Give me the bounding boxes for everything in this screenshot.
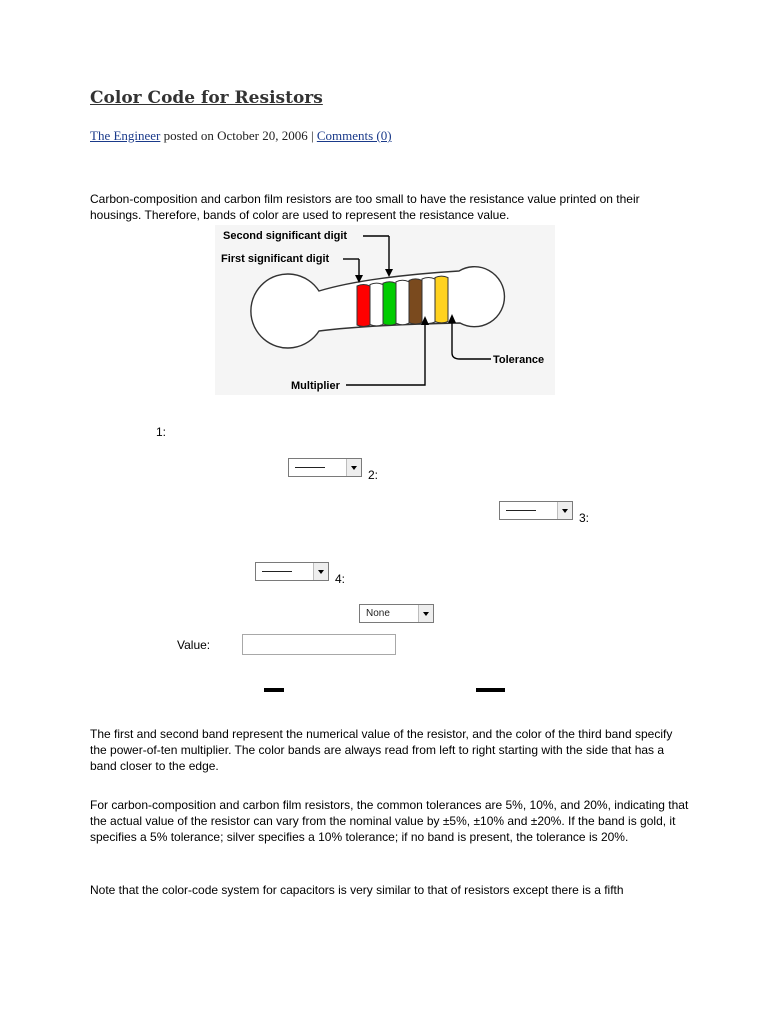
color-band: [435, 276, 448, 323]
intro-paragraph: Carbon-composition and carbon film resistors are too small to have the resistance value printed on their housings. Therefore, bands of color are used to represent the resistance value.: [90, 192, 640, 222]
band-3-select[interactable]: [255, 562, 329, 581]
byline: [90, 128, 392, 144]
label-second-digit: Second significant digit: [223, 230, 348, 242]
color-band: [357, 285, 370, 327]
color-band: [422, 278, 435, 324]
chevron-down-icon[interactable]: [418, 605, 433, 622]
label-first-digit: First significant digit: [221, 253, 330, 265]
resistor-diagram: [215, 225, 555, 395]
separator-mark: [264, 688, 284, 692]
posted-date: posted on October 20, 2006 |: [160, 128, 317, 143]
label-multiplier: Multiplier: [291, 380, 340, 392]
chevron-down-icon[interactable]: [313, 563, 328, 580]
empty-option-dash: [262, 571, 292, 572]
color-band: [409, 279, 422, 324]
label-tolerance: Tolerance: [493, 354, 545, 366]
comments-link[interactable]: Comments (0): [316, 128, 392, 143]
separator-mark: [476, 688, 505, 692]
band-4-selected-value: None: [366, 608, 390, 619]
color-band: [396, 280, 409, 324]
value-input[interactable]: [242, 634, 396, 655]
band-3-label: 3:: [579, 511, 590, 525]
value-label: Value:: [177, 638, 211, 652]
band-2-select[interactable]: [499, 501, 573, 520]
tolerance-paragraph: For carbon-composition and carbon film resistors, the common tolerances are 5%, 10%, and 20%, indicating that the actual value of the resistor can vary from the nominal value by ±5%, ±10% and ±20%. If the band is gold, it specifies a 5% tolerance; silver specifies a 10% tolerance; if no band is present, the tolerance is 20%.: [90, 798, 689, 844]
band-1-select[interactable]: [288, 458, 362, 477]
band-4-select[interactable]: [359, 604, 434, 623]
empty-option-dash: [295, 467, 325, 468]
color-band: [370, 283, 383, 326]
chevron-down-icon[interactable]: [346, 459, 361, 476]
bands-paragraph: The first and second band represent the numerical value of the resistor, and the color of the third band specify the power-of-ten multiplier. The color bands are always read from left to right starting with the side that has a band closer to the edge.: [90, 727, 673, 773]
author-link[interactable]: The Engineer: [90, 128, 161, 143]
chevron-down-icon[interactable]: [557, 502, 572, 519]
band-2-label: 2:: [368, 468, 379, 482]
capacitors-paragraph: Note that the color-code system for capacitors is very similar to that of resistors except there is a fifth: [90, 883, 624, 897]
page-title[interactable]: Color Code for Resistors: [90, 88, 323, 108]
color-band: [383, 282, 396, 326]
band-1-label: 1:: [156, 425, 167, 439]
empty-option-dash: [506, 510, 536, 511]
band-4-label: 4:: [335, 572, 346, 586]
